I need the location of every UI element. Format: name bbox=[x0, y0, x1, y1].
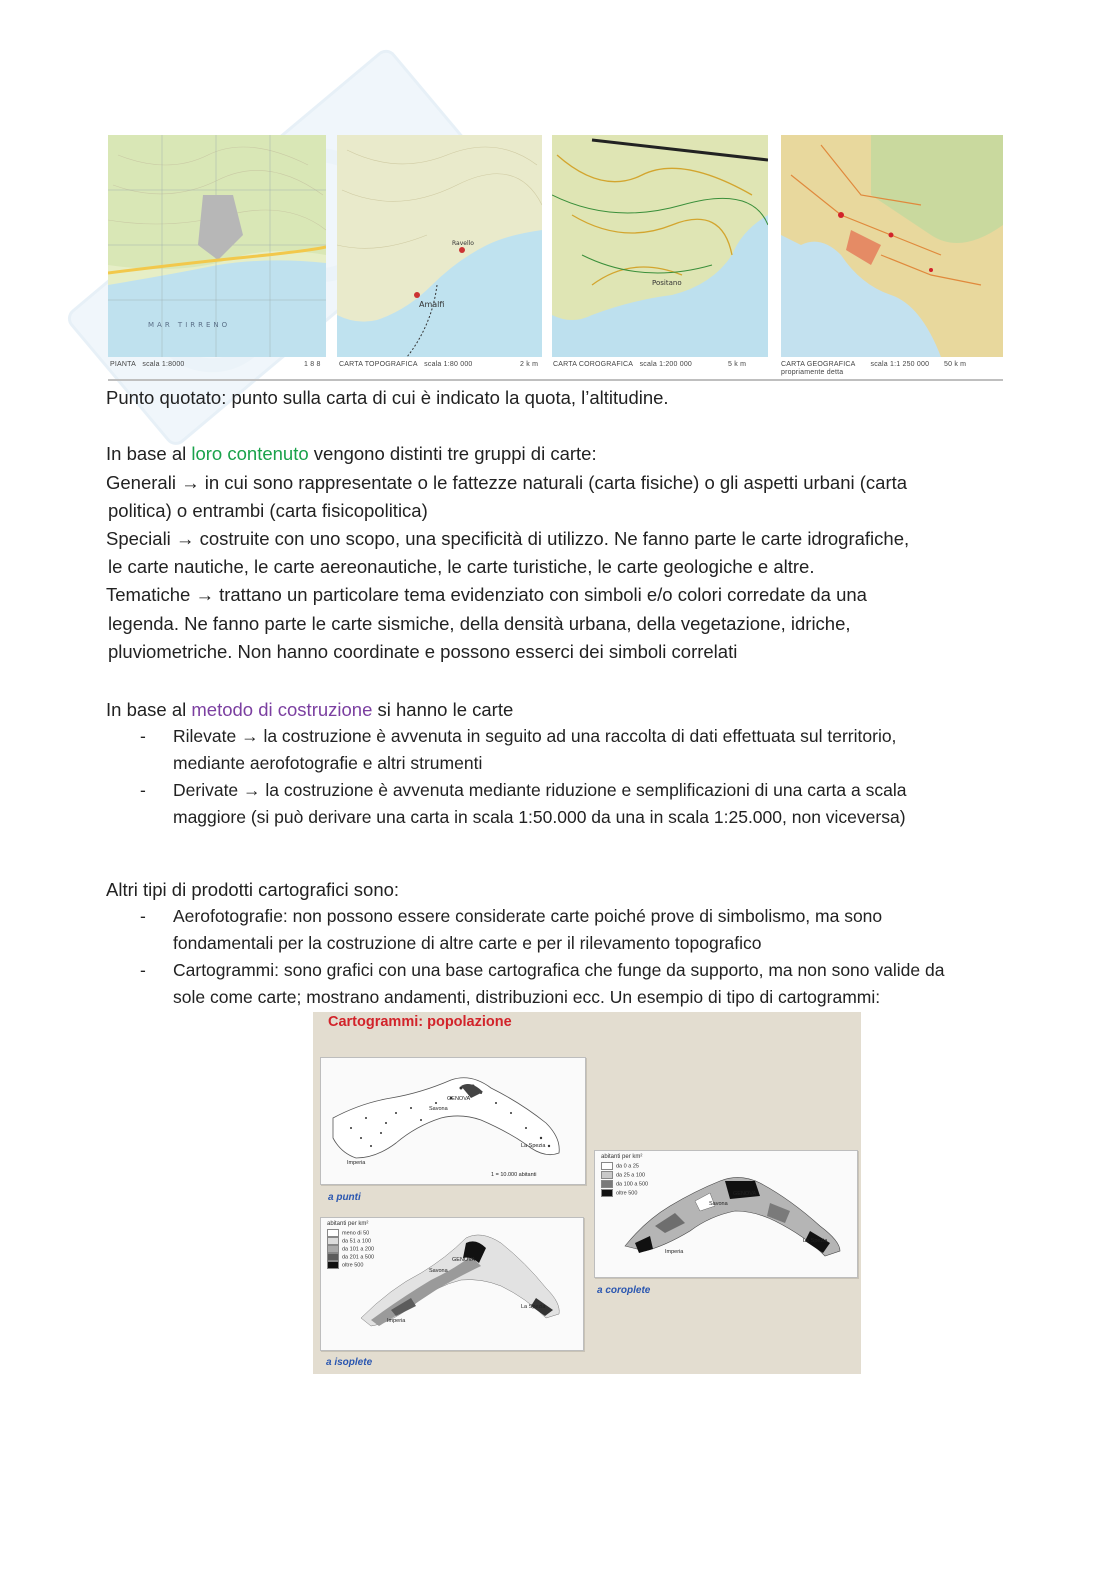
contenuto-highlight: loro contenuto bbox=[191, 443, 309, 464]
strip-divider bbox=[108, 379, 1003, 381]
city-imperia: Imperia bbox=[387, 1318, 406, 1324]
list-dash: - bbox=[140, 906, 146, 926]
isoplete-legend-item: da 101 a 200 bbox=[327, 1245, 374, 1253]
coroplete-legend-item: da 25 a 100 bbox=[601, 1171, 645, 1179]
city-la-spezia: La Spezia bbox=[521, 1143, 546, 1149]
city-genova: GENOVA bbox=[447, 1096, 471, 1102]
map-positano-label: Positano bbox=[652, 279, 682, 287]
city-savona: Savona bbox=[709, 1201, 728, 1207]
caption-pianta: PIANTA scala 1:8000 bbox=[110, 361, 185, 368]
caption-topografica: CARTA TOPOGRAFICA scala 1:80 000 bbox=[339, 361, 473, 368]
list-dash: - bbox=[140, 960, 146, 980]
isoplete-legend-title: abitanti per km² bbox=[327, 1221, 369, 1227]
altri-heading: Altri tipi di prodotti cartografici sono: bbox=[106, 879, 400, 900]
dot-legend: 1 = 10.000 abitanti bbox=[491, 1172, 537, 1178]
coroplete-legend-item: da 100 a 500 bbox=[601, 1180, 648, 1188]
rilevate-line-1: Rilevate → la costruzione è avvenuta in seguito ad una raccolta di dati effettuata sul territorio, bbox=[173, 726, 897, 746]
metodo-heading: In base al metodo di costruzione si hanno le carte bbox=[106, 699, 514, 720]
isoplete-legend-item: oltre 500 bbox=[327, 1261, 363, 1269]
scalebar-corografica: 5 k m bbox=[728, 361, 747, 368]
isoplete-legend-item: da 201 a 500 bbox=[327, 1253, 374, 1261]
tematiche-line-3: pluviometriche. Non hanno coordinate e possono esserci dei simboli correlati bbox=[108, 641, 738, 662]
scalebar-pianta: 1 8 8 bbox=[304, 361, 321, 368]
metodo-highlight: metodo di costruzione bbox=[191, 699, 373, 720]
map-strip bbox=[108, 135, 1003, 383]
city-savona: Savona bbox=[429, 1268, 448, 1274]
map-pianta bbox=[108, 135, 326, 357]
city-la-spezia: La Spezia bbox=[803, 1238, 828, 1244]
map-geografica bbox=[781, 135, 1003, 357]
aero-line-1: Aerofotografie: non possono essere considerate carte poiché prove di simbolismo, ma sono bbox=[173, 906, 883, 926]
liguria-choropleth-map bbox=[595, 1151, 857, 1277]
cartogrammi-figure bbox=[313, 1012, 861, 1374]
city-genova: GENOVA bbox=[452, 1257, 476, 1263]
aero-line-2: fondamentali per la costruzione di altre carte e per il rilevamento topografico bbox=[173, 933, 762, 953]
liguria-isopleth-map bbox=[321, 1218, 583, 1350]
generali-line-1: Generali → in cui sono rappresentate o le fattezze naturali (carta fisiche) o gli aspetti urbani (carta bbox=[106, 472, 908, 493]
scalebar-topografica: 2 k m bbox=[520, 361, 539, 368]
caption-geografica: CARTA GEOGRAFICA scala 1:1 250 000 propriamente detta bbox=[781, 361, 930, 376]
punto-quotato-text: Punto quotato: punto sulla carta di cui è indicato la quota, l’altitudine. bbox=[106, 387, 669, 408]
scalebar-geografica: 50 k m bbox=[944, 361, 967, 368]
derivate-line-1: Derivate → la costruzione è avvenuta mediante riduzione e semplificazioni di una carta a scala bbox=[173, 780, 907, 800]
city-genova: GENOVA bbox=[733, 1191, 757, 1197]
isoplete-legend-item: meno di 50 bbox=[327, 1229, 369, 1237]
coroplete-legend-title: abitanti per km² bbox=[601, 1154, 643, 1160]
generali-line-2: politica) o entrambi (carta fisicopolitica) bbox=[108, 500, 428, 521]
label-a-coroplete: a coroplete bbox=[597, 1285, 651, 1296]
speciali-line-2: le carte nautiche, le carte aereonautiche, le carte turistiche, le carte geologiche e altre. bbox=[108, 556, 815, 577]
tematiche-line-1: Tematiche → trattano un particolare tema evidenziato con simboli e/o colori corredate da una bbox=[106, 584, 867, 605]
map-ravello-label: Ravello bbox=[452, 240, 474, 247]
city-la-spezia: La Spezia bbox=[521, 1304, 546, 1310]
map-topografica bbox=[337, 135, 542, 357]
list-dash: - bbox=[140, 780, 146, 800]
panel-coroplete bbox=[594, 1150, 858, 1278]
tematiche-line-2: legenda. Ne fanno parte le carte sismiche, della densità urbana, della vegetazione, idriche, bbox=[108, 613, 851, 634]
label-a-isoplete: a isoplete bbox=[326, 1357, 373, 1368]
carto-line-2: sole come carte; mostrano andamenti, distribuzioni ecc. Un esempio di tipo di cartogrammi: bbox=[173, 987, 881, 1007]
isoplete-legend-item: da 51 a 100 bbox=[327, 1237, 371, 1245]
map-corografica bbox=[552, 135, 768, 357]
list-dash: - bbox=[140, 726, 146, 746]
city-imperia: Imperia bbox=[665, 1249, 684, 1255]
city-savona: Savona bbox=[429, 1106, 448, 1112]
caption-corografica: CARTA COROGRAFICA scala 1:200 000 bbox=[553, 361, 693, 368]
derivate-line-2: maggiore (si può derivare una carta in scala 1:50.000 da una in scala 1:25.000, non viceversa) bbox=[173, 807, 906, 827]
rilevate-line-2: mediante aerofotografie e altri strumenti bbox=[173, 753, 483, 773]
city-imperia: Imperia bbox=[347, 1160, 366, 1166]
map-amalfi-label: Amalfi bbox=[419, 300, 445, 309]
figure-title: Cartogrammi: popolazione bbox=[328, 1014, 512, 1030]
contenuto-heading: In base al loro contenuto vengono distinti tre gruppi di carte: bbox=[106, 443, 597, 464]
panel-isoplete bbox=[320, 1217, 584, 1351]
map-sea-label: MAR TIRRENO bbox=[148, 321, 231, 329]
speciali-line-1: Speciali → costruite con uno scopo, una specificità di utilizzo. Ne fanno parte le carte idrografiche, bbox=[106, 528, 910, 549]
coroplete-legend-item: da 0 a 25 bbox=[601, 1162, 639, 1170]
carto-line-1: Cartogrammi: sono grafici con una base cartografica che funge da supporto, ma non sono valide da bbox=[173, 960, 945, 980]
label-a-punti: a punti bbox=[328, 1192, 361, 1203]
panel-punti bbox=[320, 1057, 586, 1185]
coroplete-legend-item: oltre 500 bbox=[601, 1189, 637, 1197]
